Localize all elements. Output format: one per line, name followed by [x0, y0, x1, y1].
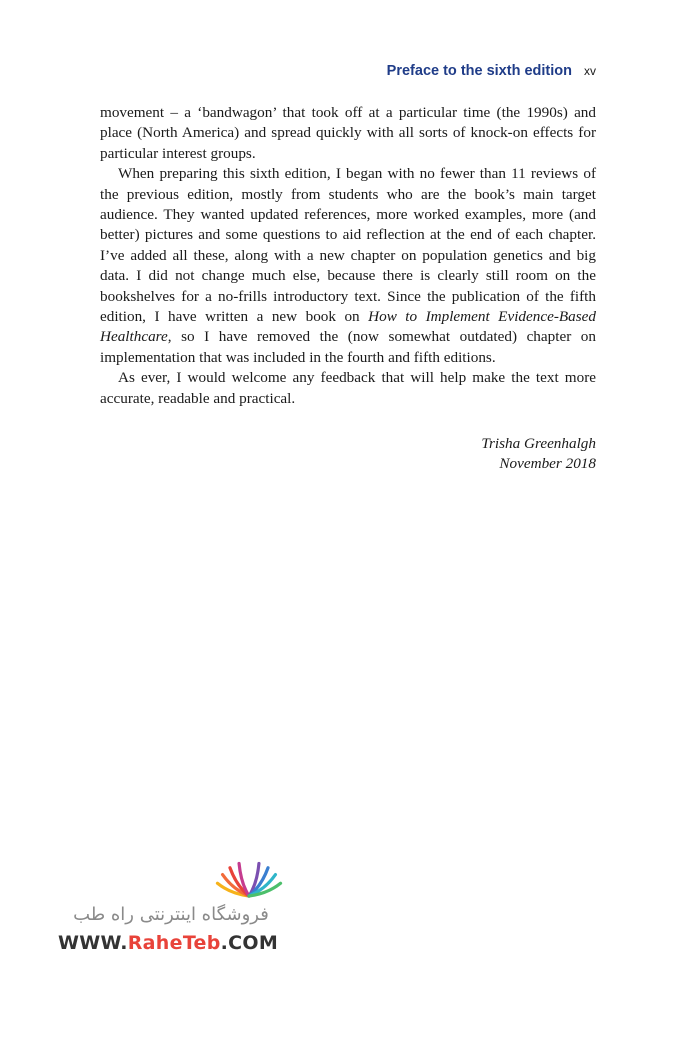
signature-block [481, 434, 596, 475]
text-segment: movement – a ‘bandwagon’ that took off at a particular time (the 1990s) and place (North America) and spread quickly with all sorts of knock-on effects for particular interest groups. [100, 104, 596, 162]
watermark-persian-text: فروشگاه اینترنتی راه طب [73, 904, 269, 925]
watermark [58, 858, 298, 958]
url-suffix: .COM [220, 932, 279, 954]
text-segment: , so I have removed the (now somewhat outdated) chapter on implementation that was included in the fourth and fifth editions. [100, 328, 596, 366]
running-head [387, 63, 596, 79]
author-name: Trisha Greenhalgh [481, 435, 596, 452]
open-book-logo-icon [206, 858, 292, 898]
page-number: xv [584, 64, 596, 78]
book-rays [217, 863, 280, 896]
url-brand: RaheTeb [127, 932, 221, 954]
paragraph [100, 368, 596, 409]
watermark-url [58, 932, 278, 954]
running-head-title: Preface to the sixth edition [386, 63, 572, 79]
text-segment: When preparing this sixth edition, I began with no fewer than 11 reviews of the previous edition, mostly from students who are the book’s main target audience. They wanted updated references, more worked examples, more (and better) pictures and some questions to aid reflection at the end of each chapter. I’ve added all these, along with a new chapter on population genetics and big data. I did not change much else, because there is clearly still room on the bookshelves for a no-frills introductory text. Since the publication of the fifth edition, I have written a new book on [100, 165, 596, 326]
paragraph [100, 103, 596, 164]
body-text [100, 103, 596, 409]
book-title: How to Implement Evidence-Based Healthcare [100, 308, 596, 346]
url-prefix: WWW. [58, 932, 128, 954]
text-segment: As ever, I would welcome any feedback that will help make the text more accurate, readable and practical. [100, 369, 596, 407]
paragraph [100, 164, 596, 368]
signature-date: November 2018 [499, 455, 596, 473]
